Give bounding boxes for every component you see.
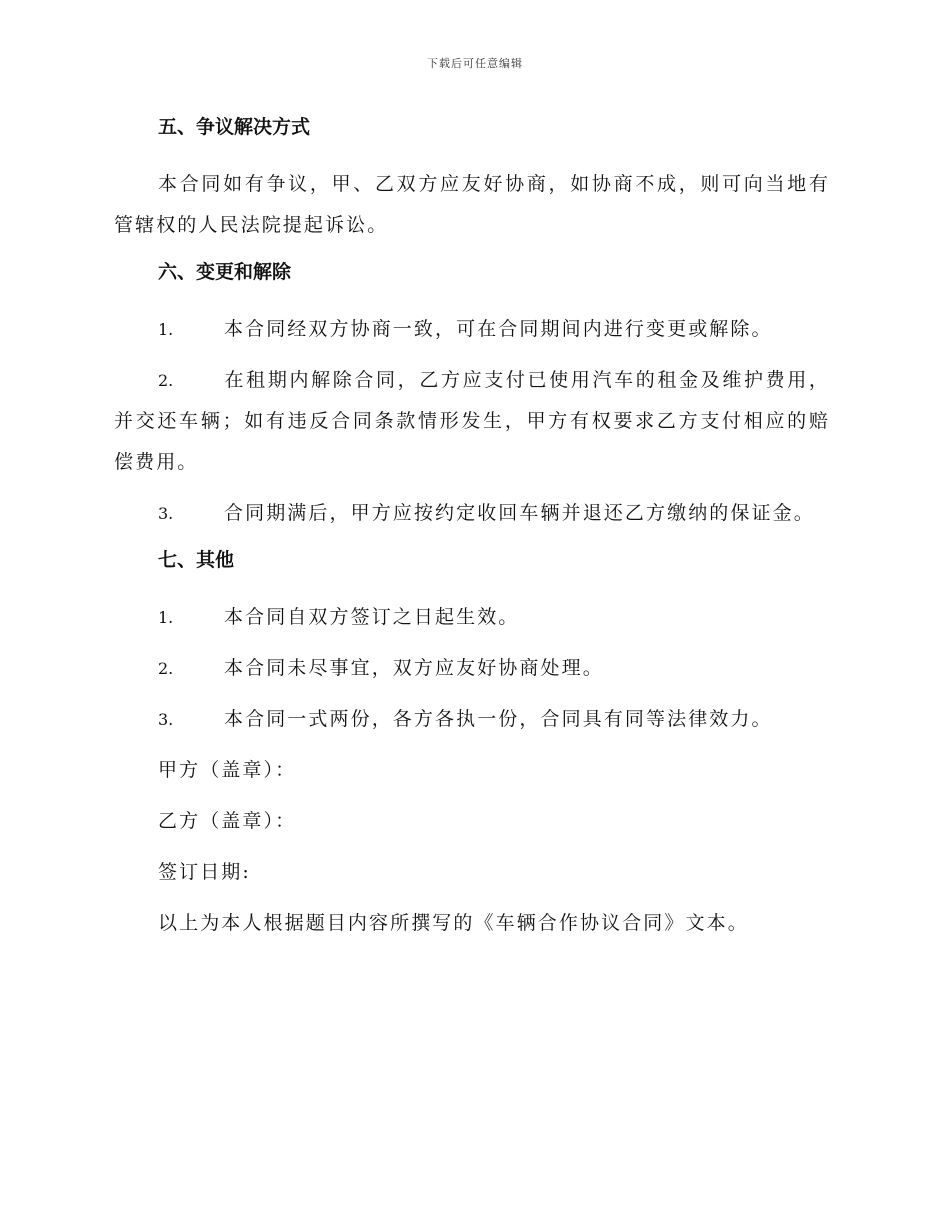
list-item (114, 648, 830, 689)
list-item (114, 699, 830, 740)
list-item (114, 493, 830, 534)
page-header: 下载后可任意编辑 (427, 57, 523, 70)
list-item-number: 3. (158, 504, 174, 523)
list-item-text: 本合同自双方签订之日起生效。 (224, 606, 520, 628)
list-item-number: 2. (158, 659, 174, 678)
signing-date: 签订日期: (158, 861, 251, 883)
list-item (114, 360, 830, 483)
party-a-signature: 甲方（盖章）： (158, 759, 297, 781)
list-item-number: 3. (158, 710, 174, 729)
dispute-paragraph: 本合同如有争议，甲、乙双方应友好协商，如协商不成，则可向当地有管辖权的人民法院提起诉讼。 (114, 173, 830, 236)
document-body (114, 113, 830, 954)
section-heading-change: 六、变更和解除 (158, 261, 292, 283)
list-item-number: 1. (158, 608, 174, 627)
party-b-signature: 乙方（盖章）： (158, 810, 297, 832)
list-item-number: 1. (158, 320, 174, 339)
section-heading-dispute: 五、争议解决方式 (158, 116, 311, 138)
list-item-text: 本合同经双方协商一致，可在合同期间内进行变更或解除。 (224, 318, 773, 340)
list-item-text: 合同期满后，甲方应按约定收回车辆并退还乙方缴纳的保证金。 (224, 502, 815, 524)
list-item-number: 2. (158, 371, 174, 390)
list-item-text: 本合同未尽事宜，双方应友好协商处理。 (224, 657, 604, 679)
list-item-text: 本合同一式两份，各方各执一份，合同具有同等法律效力。 (224, 708, 773, 730)
list-item (114, 597, 830, 638)
closing-statement: 以上为本人根据题目内容所撰写的《车辆合作协议合同》文本。 (158, 912, 749, 934)
list-item (114, 309, 830, 350)
list-item-text: 在租期内解除合同，乙方应支付已使用汽车的租金及维护费用，并交还车辆；如有违反合同条款情形发生，甲方有权要求乙方支付相应的赔偿费用。 (114, 369, 830, 473)
section-heading-other: 七、其他 (158, 549, 235, 571)
